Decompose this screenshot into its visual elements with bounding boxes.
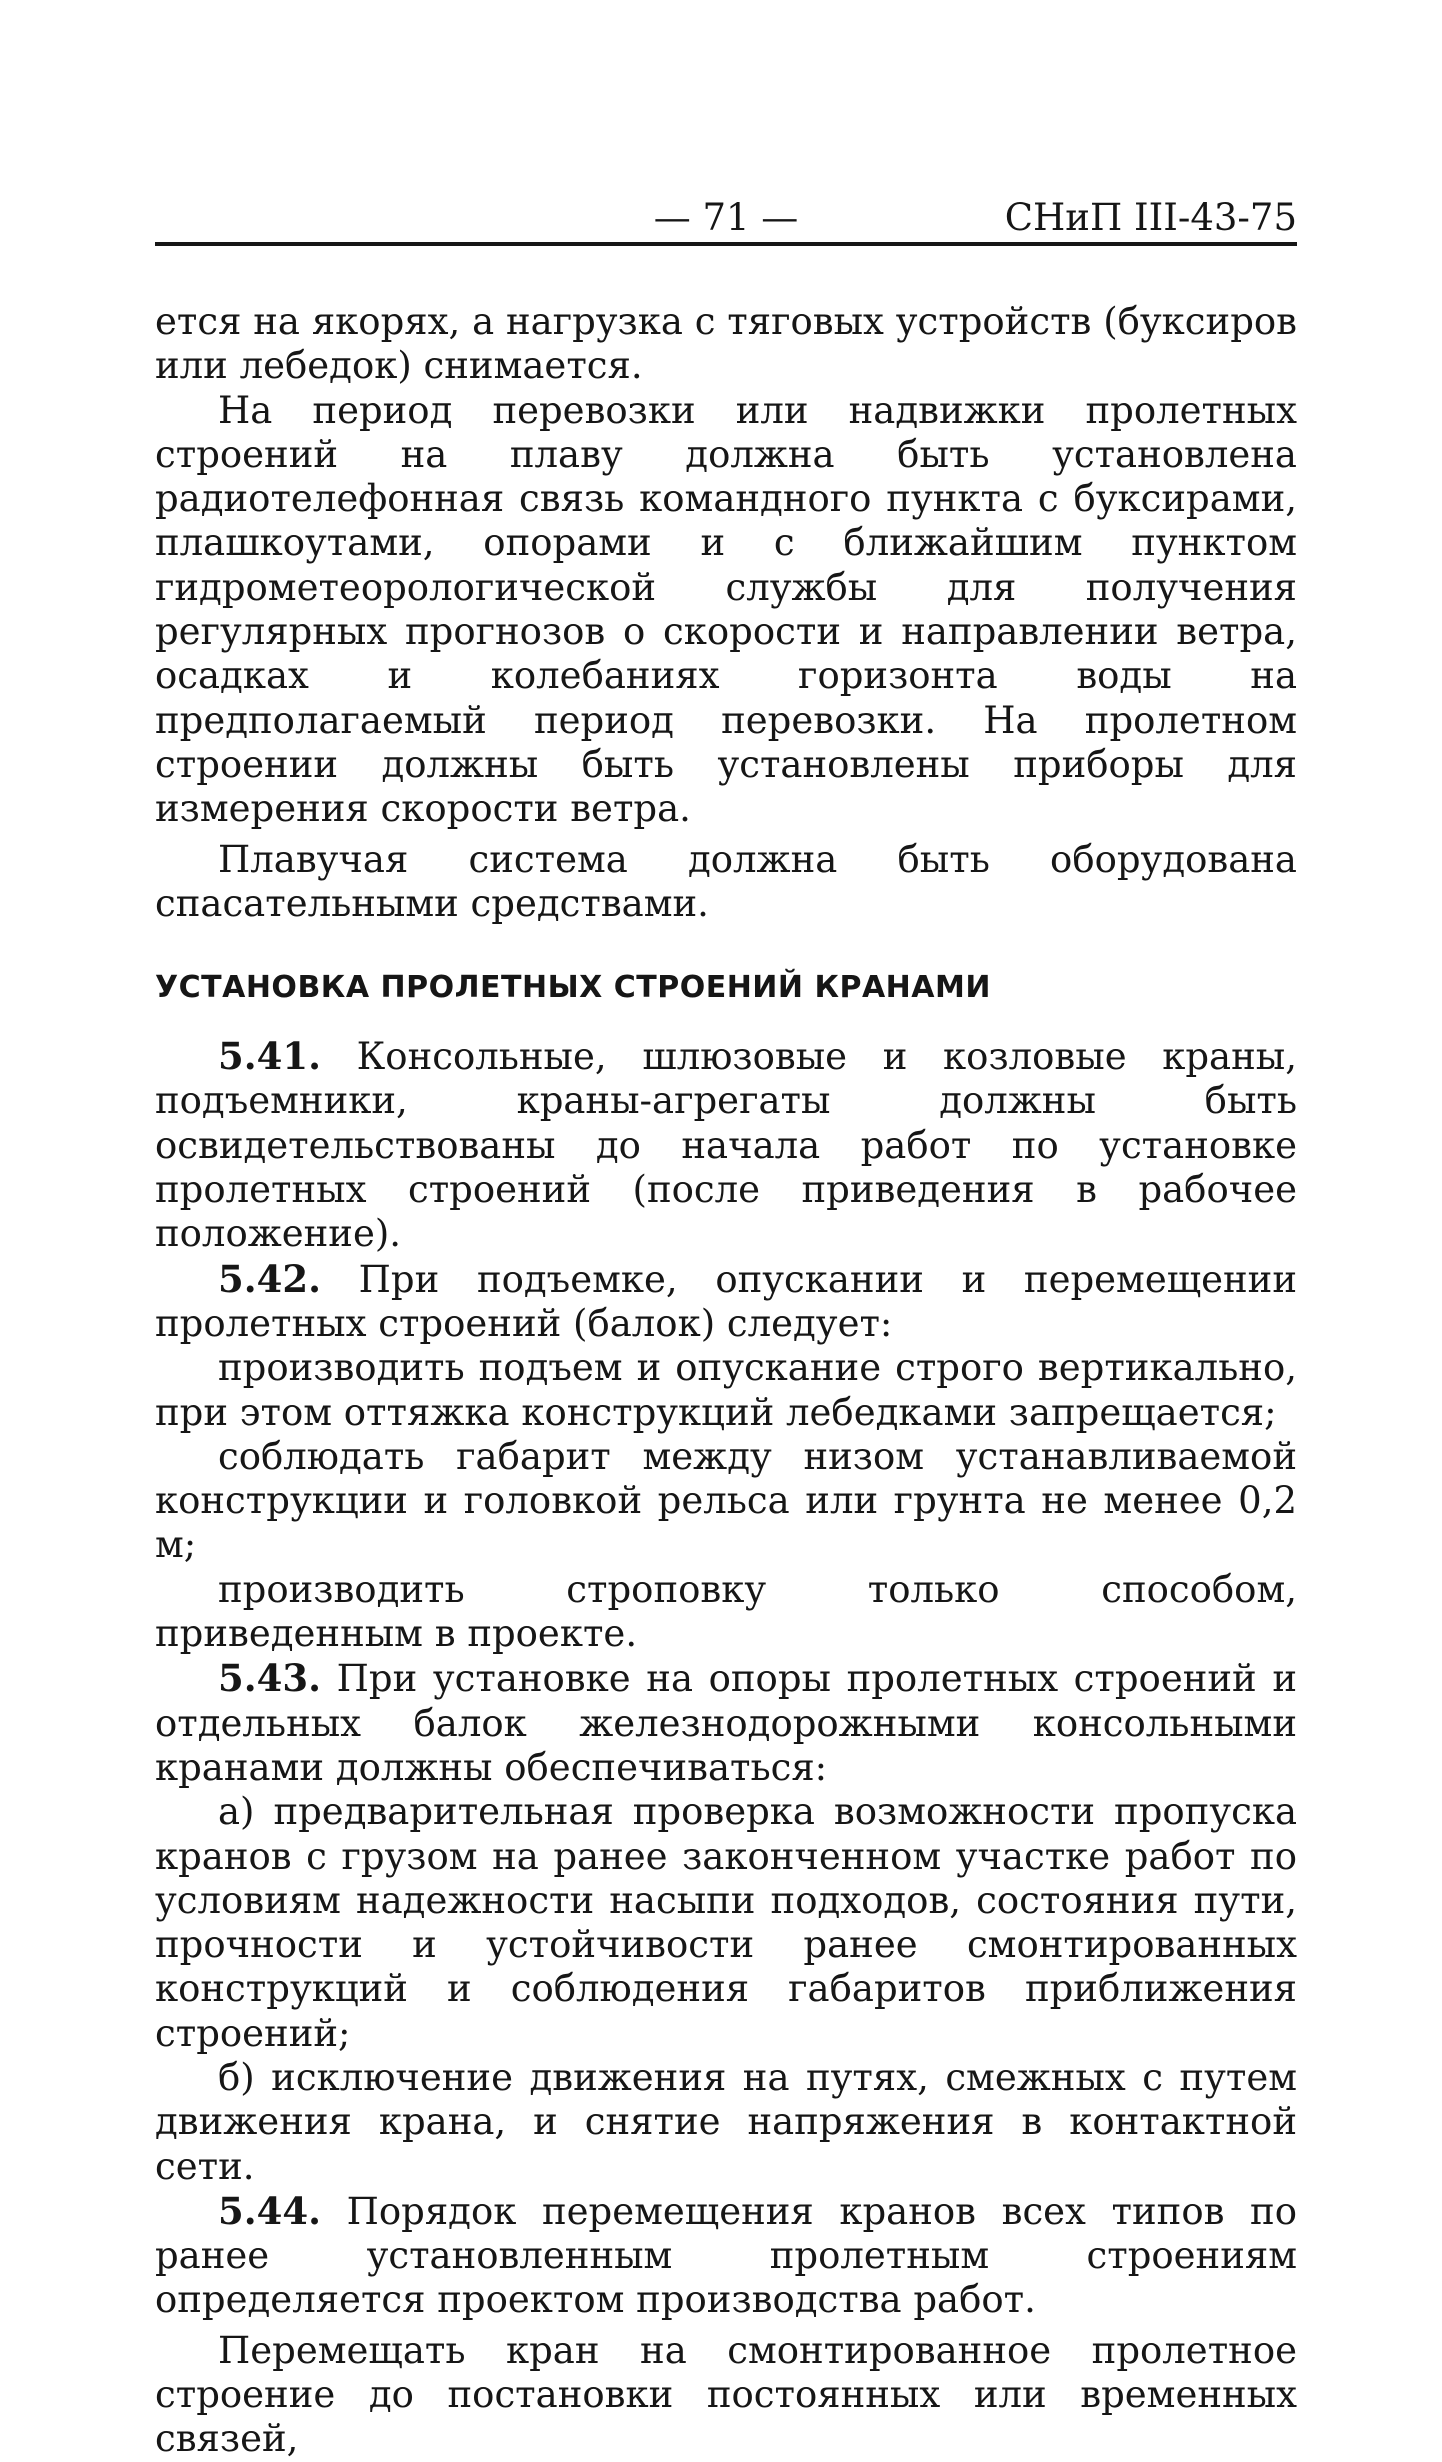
clause-number: 5.41. xyxy=(218,1034,321,1079)
page-number: — 71 — xyxy=(653,196,799,239)
clause-5-42 xyxy=(155,1257,1297,1347)
body-text xyxy=(155,300,1297,2462)
clause-text: Порядок перемещения кранов всех типов по ранее установленным пролетным строениям определяется проектом производства работ. xyxy=(155,2189,1297,2322)
clause-number: 5.44. xyxy=(218,2188,321,2233)
page-header xyxy=(155,193,1297,243)
clause-number: 5.42. xyxy=(218,1256,321,1301)
paragraph-rescue-equipment: Плавучая система должна быть оборудована спасательными средствами. xyxy=(155,837,1297,925)
document-code: СНиП III-43-75 xyxy=(1004,196,1297,239)
clause-text: При подъемке, опускании и перемещении пролетных строений (балок) следует: xyxy=(155,1257,1297,1345)
list-item: соблюдать габарит между низом устанавливаемой конструкции и головкой рельса или грунта не менее 0,2 м; xyxy=(155,1434,1297,1567)
list-item: а) предварительная проверка возможности пропуска кранов с грузом на ранее законченном участке работ по условиям надежности насыпи подходов, состояния пути, прочности и устойчивости ранее смонтированных конструкций и соблюдения габаритов приближения строений; xyxy=(155,1790,1297,2055)
list-item: производить строповку только способом, приведенным в проекте. xyxy=(155,1567,1297,1656)
clause-5-41 xyxy=(155,1034,1297,1256)
clause-5-44 xyxy=(155,2189,1297,2323)
clause-text: Консольные, шлюзовые и козловые краны, подъемники, краны-агрегаты должны быть освидетельствованы до начала работ по установке пролетных строений (после приведения в рабочее положение). xyxy=(155,1035,1297,1256)
section-heading: УСТАНОВКА ПРОЛЕТНЫХ СТРОЕНИЙ КРАНАМИ xyxy=(155,970,991,1006)
clause-number: 5.43. xyxy=(218,1656,321,1701)
clause-5-43 xyxy=(155,1656,1297,1790)
paragraph-crane-movement: Перемещать кран на смонтированное пролетное строение до постановки постоянных или временных связей, xyxy=(155,2328,1297,2461)
header-rule xyxy=(155,242,1297,246)
clause-text: При установке на опоры пролетных строений и отдельных балок железнодорожными консольными кранами должны обеспечиваться: xyxy=(155,1657,1297,1789)
paragraph-continuation: ется на якорях, а нагрузка с тяговых устройств (буксиров или лебедок) снимается. xyxy=(155,300,1297,388)
list-item: б) исключение движения на путях, смежных с путем движения крана, и снятие напряжения в контактной сети. xyxy=(155,2055,1297,2188)
paragraph-radio-communication: На период перевозки или надвижки пролетных строений на плаву должна быть установлена радиотелефонная связь командного пункта с буксирами, плашкоутами, опорами и с ближайшим пунктом гидрометеорологической службы для получения регулярных прогнозов о скорости и направлении ветра, осадках и колебаниях горизонта воды на предполагаемый период перевозки. На пролетном строении должны быть установлены приборы для измерения скорости ветра. xyxy=(155,388,1297,831)
list-item: производить подъем и опускание строго вертикально, при этом оттяжка конструкций лебедками запрещается; xyxy=(155,1346,1297,1434)
